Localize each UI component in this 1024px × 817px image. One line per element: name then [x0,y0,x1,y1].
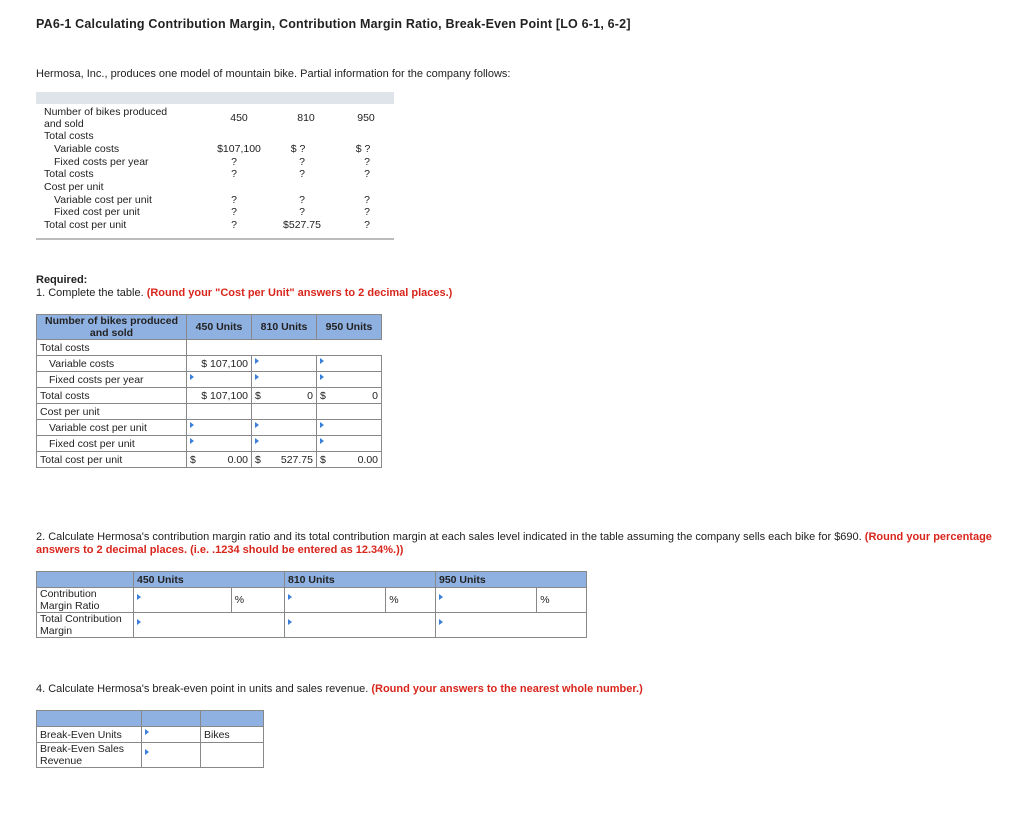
question-4 [36,683,643,695]
answer-table-header [37,315,187,340]
empty-cell [317,340,382,356]
total-unit-450-value: 0.00 [227,453,248,466]
input-marker-icon [190,438,194,444]
given-label: Total costs [44,168,94,180]
cm-col-header-810: 810 Units [285,572,436,588]
bikes-unit-label: Bikes [201,727,264,743]
input-marker-icon [255,358,259,364]
percent-sign: % [231,588,284,613]
given-label: Total cost per unit [44,219,127,231]
total-costs-950 [317,388,382,404]
empty-cell [252,340,317,356]
variable-costs-450-input[interactable]: $ 107,100 [187,356,252,372]
question-2-note: (Round your percentage answers to 2 decimal places. (i.e. .1234 should be entered as 12.34%.)) [36,531,992,556]
given-label: and sold [44,118,84,130]
col-header-950: 950 Units [317,315,382,340]
total-unit-950 [317,452,382,468]
question-4-note: (Round your answers to the nearest whole number.) [371,683,643,695]
total-cm-450-input[interactable] [134,613,285,638]
given-label: Total costs [44,130,94,142]
input-marker-icon [320,358,324,364]
question-2 [36,531,1024,557]
row-label: Fixed cost per unit [37,436,187,452]
given-cell: ? [364,206,370,218]
given-cell: $ ? [355,143,371,155]
given-cell: ? [299,168,305,180]
col-header-450: 450 Units [187,315,252,340]
total-cm-label: Total Contribution Margin [37,613,134,638]
given-label: Variable cost per unit [54,194,152,206]
given-table-bottom-rule [36,238,394,240]
row-label: Total costs [37,340,187,356]
fixed-costs-950-input[interactable] [317,372,382,388]
row-label: Variable cost per unit [37,420,187,436]
given-cell: ? [299,156,305,168]
currency-symbol: $ [320,389,326,402]
input-marker-icon [288,594,292,600]
empty-cell [252,404,317,420]
fixed-costs-450-input[interactable] [187,372,252,388]
required-heading: Required: [36,274,88,286]
given-cell: ? [364,156,370,168]
empty-cell [201,743,264,768]
total-unit-950-value: 0.00 [357,453,378,466]
currency-symbol: $ [255,453,261,466]
question-1 [36,287,452,300]
given-col-header: 810 [297,112,315,124]
var-unit-450-input[interactable] [187,420,252,436]
answer-header-line1: Number of bikes produced [44,315,179,327]
cm-ratio-950-input[interactable] [436,588,537,613]
given-table [36,92,394,241]
given-label: Number of bikes produced [44,106,168,118]
given-cell: ? [231,168,237,180]
total-costs-950-value: 0 [372,389,378,402]
total-cm-810-input[interactable] [285,613,436,638]
total-costs-450: $ 107,100 [187,388,252,404]
var-unit-950-input[interactable] [317,420,382,436]
total-costs-810 [252,388,317,404]
fixed-unit-450-input[interactable] [187,436,252,452]
given-table-header-bar [36,92,394,104]
input-marker-icon [255,422,259,428]
fixed-unit-950-input[interactable] [317,436,382,452]
input-marker-icon [137,594,141,600]
given-label: Fixed costs per year [54,156,149,168]
empty-cell [187,404,252,420]
required-section [36,274,452,300]
input-marker-icon [190,422,194,428]
break-even-table [36,710,264,768]
cm-col-header-950: 950 Units [436,572,587,588]
empty-cell [317,404,382,420]
given-cell: ? [364,219,370,231]
input-marker-icon [145,749,149,755]
input-marker-icon [288,619,292,625]
be-header-cell [37,711,142,727]
break-even-units-input[interactable] [142,727,201,743]
input-marker-icon [190,374,194,380]
variable-costs-810-input[interactable] [252,356,317,372]
total-unit-810-value: 527.75 [280,453,313,466]
given-cell: ? [231,194,237,206]
break-even-sales-input[interactable] [142,743,201,768]
input-marker-icon [145,729,149,735]
answer-header-line2: and sold [89,327,134,339]
total-unit-450 [187,452,252,468]
given-label: Fixed cost per unit [54,206,140,218]
input-marker-icon [255,438,259,444]
input-marker-icon [137,619,141,625]
currency-symbol: $ [320,453,326,466]
question-4-text: 4. Calculate Hermosa's break-even point in units and sales revenue. [36,683,369,695]
page-title: PA6-1 Calculating Contribution Margin, Contribution Margin Ratio, Break-Even Point [LO 6-1, 6-2] [36,17,631,31]
row-label: Cost per unit [37,404,187,420]
empty-cell [187,340,252,356]
fixed-costs-810-input[interactable] [252,372,317,388]
input-marker-icon [439,594,443,600]
given-cell: ? [231,156,237,168]
given-cell: $527.75 [283,219,321,231]
given-label: Variable costs [54,143,120,155]
row-label: Variable costs [37,356,187,372]
row-label: Fixed costs per year [37,372,187,388]
given-cell: $107,100 [217,143,261,155]
percent-sign: % [386,588,436,613]
given-col-header: 950 [357,112,375,124]
question-1-note: (Round your "Cost per Unit" answers to 2 decimal places.) [146,287,453,299]
break-even-sales-label: Break-Even Sales Revenue [37,743,142,768]
cm-corner [37,572,134,588]
input-marker-icon [320,422,324,428]
given-cell: ? [299,194,305,206]
row-label: Total cost per unit [37,452,187,468]
total-costs-810-value: 0 [307,389,313,402]
given-cell: ? [231,219,237,231]
row-label: Total costs [37,388,187,404]
variable-costs-950-input[interactable] [317,356,382,372]
given-cell: ? [364,194,370,206]
input-marker-icon [320,374,324,380]
given-cell: ? [364,168,370,180]
input-marker-icon [255,374,259,380]
given-cell: ? [299,206,305,218]
col-header-810: 810 Units [252,315,317,340]
percent-sign: % [537,588,587,613]
contribution-margin-table [36,571,587,638]
currency-symbol: $ [255,389,261,402]
be-header-cell [201,711,264,727]
total-unit-810 [252,452,317,468]
currency-symbol: $ [190,453,196,466]
given-cell: ? [231,206,237,218]
input-marker-icon [320,438,324,444]
given-label: Cost per unit [44,181,104,193]
fixed-unit-810-input[interactable] [252,436,317,452]
question-1-text: 1. Complete the table. [36,287,144,299]
given-col-header: 450 [230,112,248,124]
cm-ratio-450-input[interactable] [134,588,232,613]
cost-answer-table [36,314,382,468]
cm-col-header-450: 450 Units [134,572,285,588]
total-cm-950-input[interactable] [436,613,587,638]
given-cell: $ ? [290,143,306,155]
input-marker-icon [439,619,443,625]
be-header-cell [142,711,201,727]
question-2-text: 2. Calculate Hermosa's contribution margin ratio and its total contribution margin at each sales level indicated in the table assuming the company sells each bike for $690. [36,531,862,543]
break-even-units-label: Break-Even Units [37,727,142,743]
cm-ratio-810-input[interactable] [285,588,386,613]
var-unit-810-input[interactable] [252,420,317,436]
cm-ratio-label: Contribution Margin Ratio [37,588,134,613]
intro-text: Hermosa, Inc., produces one model of mountain bike. Partial information for the company follows: [36,68,511,80]
